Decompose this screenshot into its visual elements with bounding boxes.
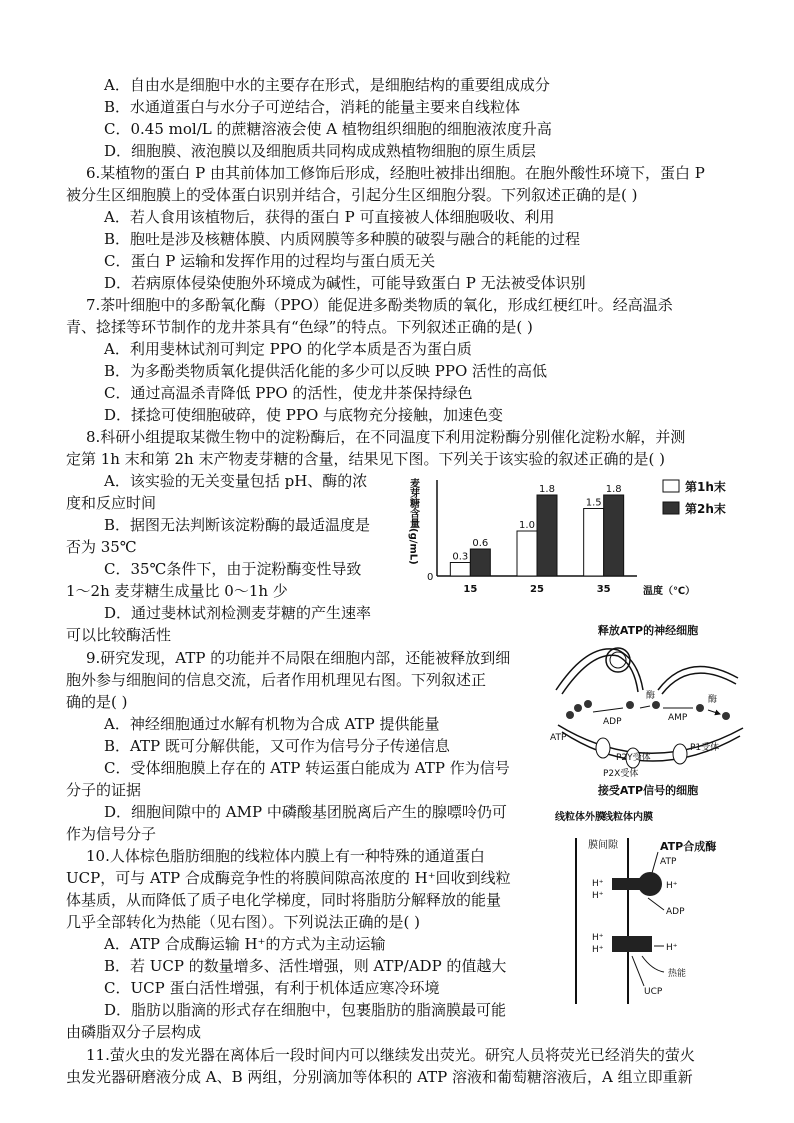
atp-dot xyxy=(566,711,574,719)
h-plus-label-4: H⁺ xyxy=(592,933,604,943)
q7-option-c: C．通过高温杀青降低 PPO 的活性，使龙井茶保持绿色 xyxy=(104,384,473,402)
q8-option-d: D．通过斐林试剂检测麦芽糖的产生速率 xyxy=(104,604,372,622)
chart-legend-label: 第1h末 xyxy=(685,480,726,494)
q10-option-a: A．ATP 合成酶运输 H⁺的方式为主动运输 xyxy=(104,935,386,953)
inner-membrane-label xyxy=(603,810,653,823)
maltose-bar-chart xyxy=(395,470,755,600)
q6-option-c: C．蛋白 P 运输和发挥作用的过程均与蛋白质无关 xyxy=(104,252,436,270)
receiver-cell-caption: 接受ATP信号的细胞 xyxy=(597,784,699,797)
amp-label: AMP xyxy=(668,713,688,723)
chart-ylabel: 麦芽糖含量(g/mL) xyxy=(407,478,419,565)
atp-label: ATP xyxy=(550,733,567,743)
chart-legend-swatch xyxy=(663,502,679,514)
q11-stem-line2: 虫发光器研磨液分成 A、B 两组，分别滴加等体积的 ATP 溶液和葡萄糖溶液后，A 组立即重新 xyxy=(66,1068,693,1086)
q9-option-c: C．受体细胞膜上存在的 ATP 转运蛋白能成为 ATP 作为信号 xyxy=(104,759,510,777)
q7-option-d: D．揉捻可使细胞破碎，使 PPO 与底物充分接触，加速色变 xyxy=(104,406,504,424)
heat-label: 热能 xyxy=(668,969,687,979)
chart-x-axis-label: 温度（℃） xyxy=(643,586,696,597)
atp-synthase-label: ATP合成酶 xyxy=(660,840,717,853)
chart-x-tick-label: 15 xyxy=(463,584,478,595)
q9-stem-line1: 9.研究发现，ATP 的功能并不局限在细胞内部，还能被释放到细 xyxy=(86,649,511,667)
q8-stem-line2: 定第 1h 末和第 2h 末产物麦芽糖的含量，结果见下图。下列关于该实验的叙述正确的是( ) xyxy=(66,450,665,468)
q5-option-d: D．细胞膜、液泡膜以及细胞质共同构成成熟植物细胞的原生质层 xyxy=(104,142,537,160)
q10-stem-line3: 体基质，从而降低了质子电化学梯度，同时将脂肪分解释放的能量 xyxy=(66,891,502,909)
mitochondria-ucp-diagram xyxy=(555,808,752,1008)
q9-option-b: B．ATP 既可分解供能，又可作为信号分子传递信息 xyxy=(104,737,450,755)
q8-option-a-cont: 度和反应时间 xyxy=(66,494,157,512)
q10-stem-line4: 几乎全部转化为热能（见右图）。下列说法正确的是( ) xyxy=(66,913,420,931)
q8-option-b-cont: 否为 35℃ xyxy=(66,538,137,556)
q7-option-a: A．利用斐林试剂可判定 PPO 的化学本质是否为蛋白质 xyxy=(104,340,472,358)
chart-data-label: 1.0 xyxy=(519,520,535,531)
outer-membrane-text: 线粒体外膜 xyxy=(555,812,605,823)
ucp-label: UCP xyxy=(644,987,663,997)
p1-label: P1受体 xyxy=(690,743,720,753)
q9-option-c-cont: 分子的证据 xyxy=(66,781,142,799)
q7-stem-line2: 青、捻揉等环节制作的龙井茶具有“色绿”的特点。下列叙述正确的是( ) xyxy=(66,318,533,336)
chart-origin-label: 0 xyxy=(427,572,434,583)
q6-stem-line1: 6.某植物的蛋白 P 由其前体加工修饰后形成，经胞吐被排出细胞。在胞外酸性环境下，蛋白 P xyxy=(86,164,705,182)
q10-option-d: D．脂肪以脂滴的形式存在细胞中，包裹脂肪的脂滴膜最可能 xyxy=(104,1001,507,1019)
chart-legend-swatch xyxy=(663,480,679,492)
q10-stem-line2: UCP，可与 ATP 合成酶竞争性的将膜间隙高浓度的 H⁺回收到线粒 xyxy=(66,869,511,887)
q8-option-b: B．据图无法判断该淀粉酶的最适温度是 xyxy=(104,516,371,534)
chart-bar xyxy=(517,531,537,576)
chart-bar xyxy=(604,495,624,576)
q7-stem-line1: 7.茶叶细胞中的多酚氧化酶（PPO）能促进多酚类物质的氧化，形成红梗红叶。经高温杀 xyxy=(86,296,673,314)
chart-data-label: 1.5 xyxy=(585,497,602,509)
q7-option-b: B．为多酚类物质氧化提供活化能的多少可以反映 PPO 活性的高低 xyxy=(104,362,548,380)
enzyme-label-1: 酶 xyxy=(646,691,656,701)
adp-label: ADP xyxy=(603,717,622,727)
p2x-label: P2X受体 xyxy=(603,769,639,779)
h-plus-label-1: H⁺ xyxy=(592,879,604,889)
atp-signal-diagram xyxy=(548,620,748,800)
q6-option-a: A．若人食用该植物后，获得的蛋白 P 可直接被人体细胞吸收、利用 xyxy=(104,208,555,226)
p1-receptor xyxy=(673,744,687,764)
atp-synthase-head xyxy=(638,872,662,896)
chart-x-tick-label: 25 xyxy=(530,584,544,595)
q9-option-d: D．细胞间隙中的 AMP 中磷酸基团脱离后产生的腺嘌呤仍可 xyxy=(104,803,507,821)
adp-in-label: ADP xyxy=(666,907,685,917)
q9-stem-line3: 确的是( ) xyxy=(66,693,128,711)
q6-stem-line2: 被分生区细胞膜上的受体蛋白识别并结合，引起分生区细胞分裂。下列叙述正确的是( ) xyxy=(66,186,638,204)
h-plus-label-5: H⁺ xyxy=(592,945,604,955)
q6-option-b: B．胞吐是涉及核糖体膜、内质网膜等多种膜的破裂与融合的耗能的过程 xyxy=(104,230,581,248)
p2y-label: P2Y受体 xyxy=(616,753,651,763)
q9-option-d-cont: 作为信号分子 xyxy=(66,825,157,843)
neuron-membrane-right xyxy=(658,666,738,694)
h-plus-label-6: H⁺ xyxy=(666,943,678,953)
q5-option-c: C．0.45 mol/L 的蔗糖溶液会使 A 植物组织细胞的细胞液浓度升高 xyxy=(104,120,552,138)
q5-option-b: B．水通道蛋白与水分子可逆结合，消耗的能量主要来自线粒体 xyxy=(104,98,521,116)
q6-option-d: D．若病原体侵染使胞外环境成为碱性，可能导致蛋白 P 无法被受体识别 xyxy=(104,274,586,292)
chart-x-tick-label: 35 xyxy=(596,584,611,595)
chart-bar xyxy=(584,509,604,577)
chart-bar xyxy=(537,495,557,576)
outer-membrane-label xyxy=(555,810,605,823)
q11-stem-line1: 11.萤火虫的发光器在离体后一段时间内可以继续发出荧光。研究人员将荧光已经消失的萤火 xyxy=(86,1046,695,1064)
enzyme-label-2: 酶 xyxy=(708,695,718,705)
q10-stem-line1: 10.人体棕色脂肪细胞的线粒体内膜上有一种特殊的通道蛋白 xyxy=(86,847,485,865)
chart-legend-label: 第2h末 xyxy=(685,502,726,516)
h-plus-label-2: H⁺ xyxy=(592,891,604,901)
q9-option-a: A．神经细胞通过水解有机物为合成 ATP 提供能量 xyxy=(104,715,440,733)
atp-out-label: ATP xyxy=(660,857,677,867)
q8-option-d-cont: 可以比较酶活性 xyxy=(66,626,172,644)
q9-stem-line2: 胞外参与细胞间的信息交流，后者作用机理见右图。下列叙述正 xyxy=(66,671,487,689)
inner-membrane-text: 线粒体内膜 xyxy=(603,812,653,823)
q10-option-d-cont: 由磷脂双分子层构成 xyxy=(66,1023,202,1041)
q10-option-b: B．若 UCP 的数量增多、活性增强，则 ATP/ADP 的值越大 xyxy=(104,957,507,975)
h-plus-label-3: H⁺ xyxy=(666,881,678,891)
chart-bar xyxy=(450,563,470,577)
chart-bar xyxy=(470,549,490,576)
atp-figure-title: 释放ATP的神经细胞 xyxy=(597,624,699,637)
chart-data-label: 1.8 xyxy=(539,484,555,495)
q10-option-c: C．UCP 蛋白活性增强，有利于机体适应寒冷环境 xyxy=(104,979,440,997)
chart-data-label: 0.3 xyxy=(452,551,469,563)
q8-stem-line1: 8.科研小组提取某微生物中的淀粉酶后，在不同温度下利用淀粉酶分别催化淀粉水解，并测 xyxy=(86,428,686,446)
intermembrane-space-label: 膜间隙 xyxy=(588,840,618,851)
ucp-protein xyxy=(612,936,652,952)
p2y-receptor xyxy=(596,738,610,758)
q8-option-a: A．该实验的无关变量包括 pH、酶的浓 xyxy=(104,472,368,490)
chart-data-label: 0.6 xyxy=(472,538,489,549)
q5-option-a: A．自由水是细胞中水的主要存在形式，是细胞结构的重要组成成分 xyxy=(104,76,550,94)
q8-option-c: C．35℃条件下，由于淀粉酶变性导致 xyxy=(104,560,362,578)
q8-option-c-cont: 1～2h 麦芽糖生成量比 0～1h 少 xyxy=(66,582,288,600)
chart-data-label: 1.8 xyxy=(605,484,622,495)
